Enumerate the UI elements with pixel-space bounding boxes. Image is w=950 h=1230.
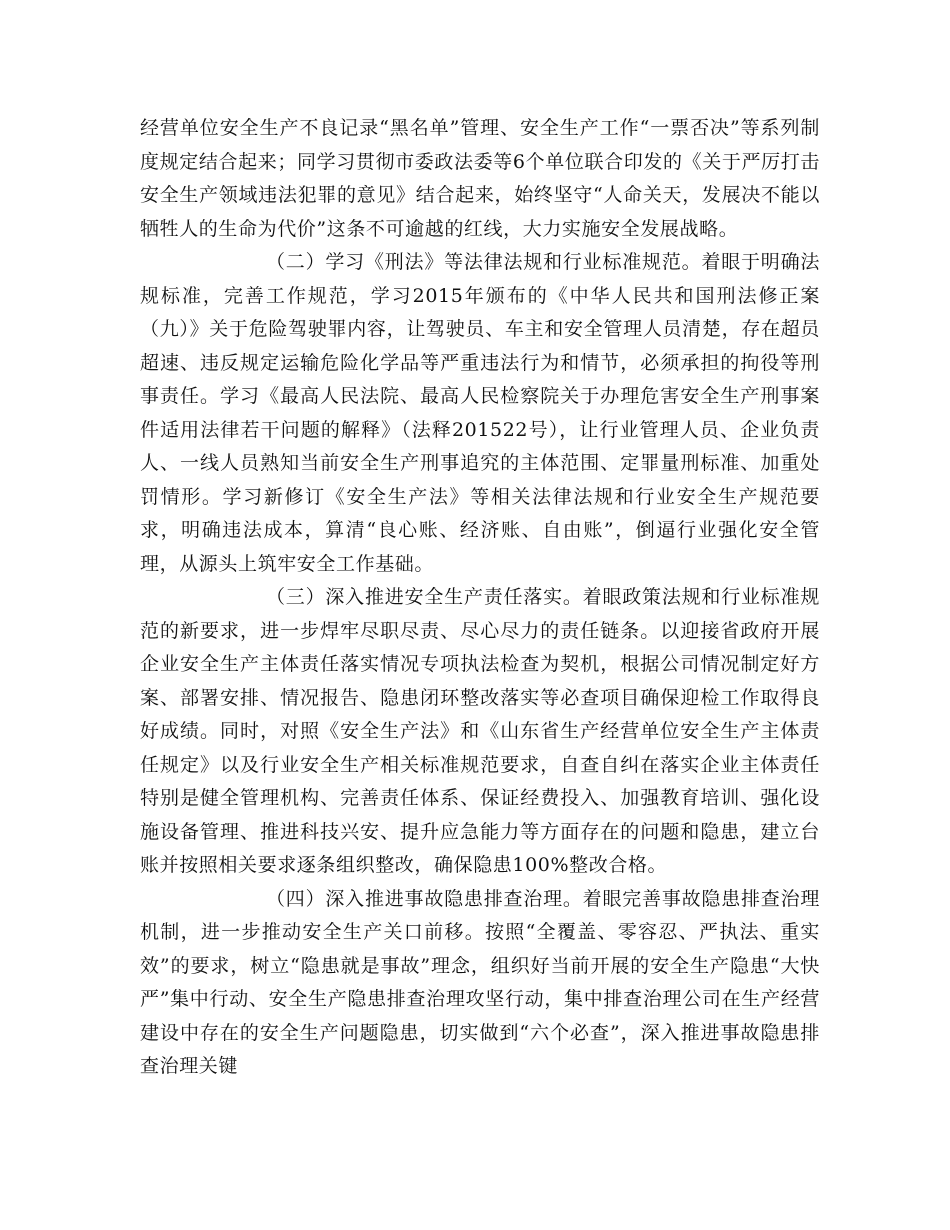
paragraph-continuation: 经营单位安全生产不良记录“黑名单”管理、安全生产工作“一票否决”等系列制度规定结合起来；同学习贯彻市委政法委等6个单位联合印发的《关于严厉打击安全生产领域违法犯罪的意见》结合起来，始终坚守“人命关天，发展决不能以牺牲人的生命为代价”这条不可逾越的红线，大力实施安全发展战略。 [140,117,820,240]
paragraph-section-4: （四）深入推进事故隐患排查治理。着眼完善事故隐患排查治理机制，进一步推动安全生产关口前移。按照“全覆盖、零容忍、严执法、重实效”的要求，树立“隐患就是事故”理念，组织好当前开展的安全生产隐患“大快严”集中行动、安全生产隐患排查治理攻坚行动，集中排查治理公司在生产经营建设中存在的安全生产问题隐患，切实做到“六个必查”，深入推进事故隐患排查治理关键 [140,887,820,1077]
document-body [140,112,820,1084]
paragraph-section-2: （二）学习《刑法》等法律法规和行业标准规范。着眼于明确法规标准，完善工作规范，学习2015年颁布的《中华人民共和国刑法修正案（九）》关于危险驾驶罪内容，让驾驶员、车主和安全管理人员清楚，存在超员超速、违反规定运输危险化学品等严重违法行为和情节，必须承担的拘役等刑事责任。学习《最高人民法院、最高人民检察院关于办理危害安全生产刑事案件适用法律若干问题的解释》（法释201522号），让行业管理人员、企业负责人、一线人员熟知当前安全生产刑事追究的主体范围、定罪量刑标准、加重处罚情形。学习新修订《安全生产法》等相关法律法规和行业安全生产规范要求，明确违法成本，算清“良心账、经济账、自由账”，倒逼行业强化安全管理，从源头上筑牢安全工作基础。 [140,251,820,575]
paragraph-section-3: （三）深入推进安全生产责任落实。着眼政策法规和行业标准规范的新要求，进一步焊牢尽职尽责、尽心尽力的责任链条。以迎接省政府开展企业安全生产主体责任落实情况专项执法检查为契机，根据公司情况制定好方案、部署安排、情况报告、隐患闭环整改落实等必查项目确保迎检工作取得良好成绩。同时，对照《安全生产法》和《山东省生产经营单位安全生产主体责任规定》以及行业安全生产相关标准规范要求，自查自纠在落实企业主体责任特别是健全管理机构、完善责任体系、保证经费投入、加强教育培训、强化设施设备管理、推进科技兴安、提升应急能力等方面存在的问题和隐患，建立台账并按照相关要求逐条组织整改，确保隐患100%整改合格。 [140,586,820,876]
